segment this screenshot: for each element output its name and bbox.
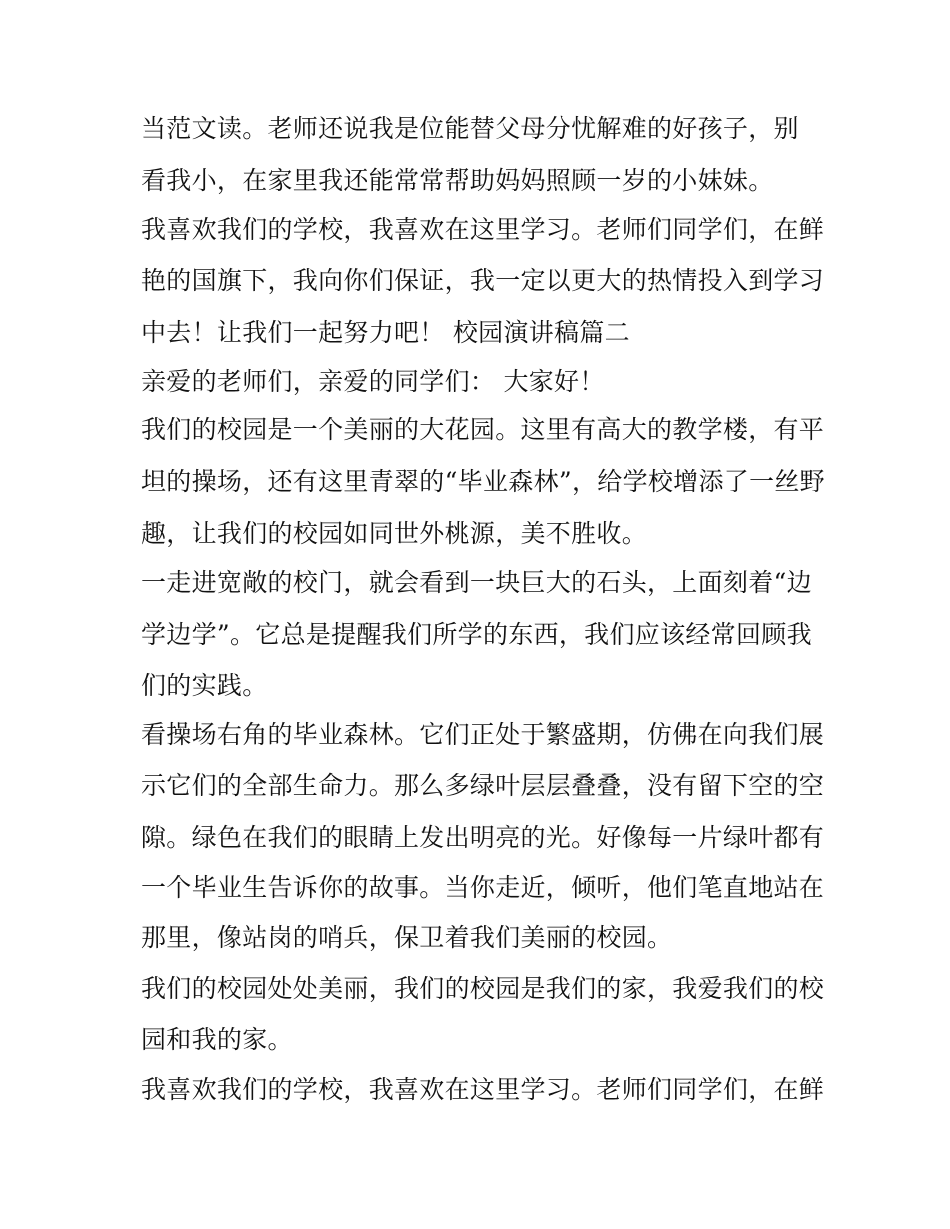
text-line: 隙。绿色在我们的眼睛上发出明亮的光。好像每一片绿叶都有	[141, 823, 825, 852]
text-line: 看操场右角的毕业森林。它们正处于繁盛期，仿佛在向我们展	[141, 720, 825, 749]
text-line: 我喜欢我们的学校，我喜欢在这里学习。老师们同学们，在鲜	[141, 215, 825, 244]
text-line: 坦的操场，还有这里青翠的“毕业森林”，给学校增添了一丝野	[141, 467, 825, 496]
text-line: 一走进宽敞的校门，就会看到一块巨大的石头，上面刻着“边	[141, 568, 812, 597]
text-line: 园和我的家。	[141, 1025, 293, 1054]
text-line: 我们的校园处处美丽，我们的校园是我们的家，我爱我们的校	[141, 974, 825, 1003]
text-line: 我们的校园是一个美丽的大花园。这里有高大的教学楼，有平	[141, 415, 825, 444]
text-line: 趣，让我们的校园如同世外桃源，美不胜收。	[141, 519, 648, 548]
text-line: 看我小，在家里我还能常常帮助妈妈照顾一岁的小妹妹。	[141, 166, 774, 195]
text-line: 那里，像站岗的哨兵，保卫着我们美丽的校园。	[141, 923, 673, 952]
text-line: 艳的国旗下，我向你们保证，我一定以更大的热情投入到学习	[141, 266, 825, 295]
text-line: 一个毕业生告诉你的故事。当你走近，倾听，他们笔直地站在	[141, 873, 825, 902]
text-line: 中去！让我们一起努力吧！ 校园演讲稿篇二	[141, 318, 630, 347]
text-line: 亲爱的老师们，亲爱的同学们： 大家好！	[141, 367, 605, 396]
text-line: 我喜欢我们的学校，我喜欢在这里学习。老师们同学们，在鲜	[141, 1075, 825, 1104]
text-line: 当范文读。老师还说我是位能替父母分忧解难的好孩子，别	[141, 114, 799, 143]
text-line: 学边学”。它总是提醒我们所学的东西，我们应该经常回顾我	[141, 620, 812, 649]
text-line: 示它们的全部生命力。那么多绿叶层层叠叠，没有留下空的空	[141, 771, 825, 800]
text-line: 们的实践。	[141, 671, 268, 700]
